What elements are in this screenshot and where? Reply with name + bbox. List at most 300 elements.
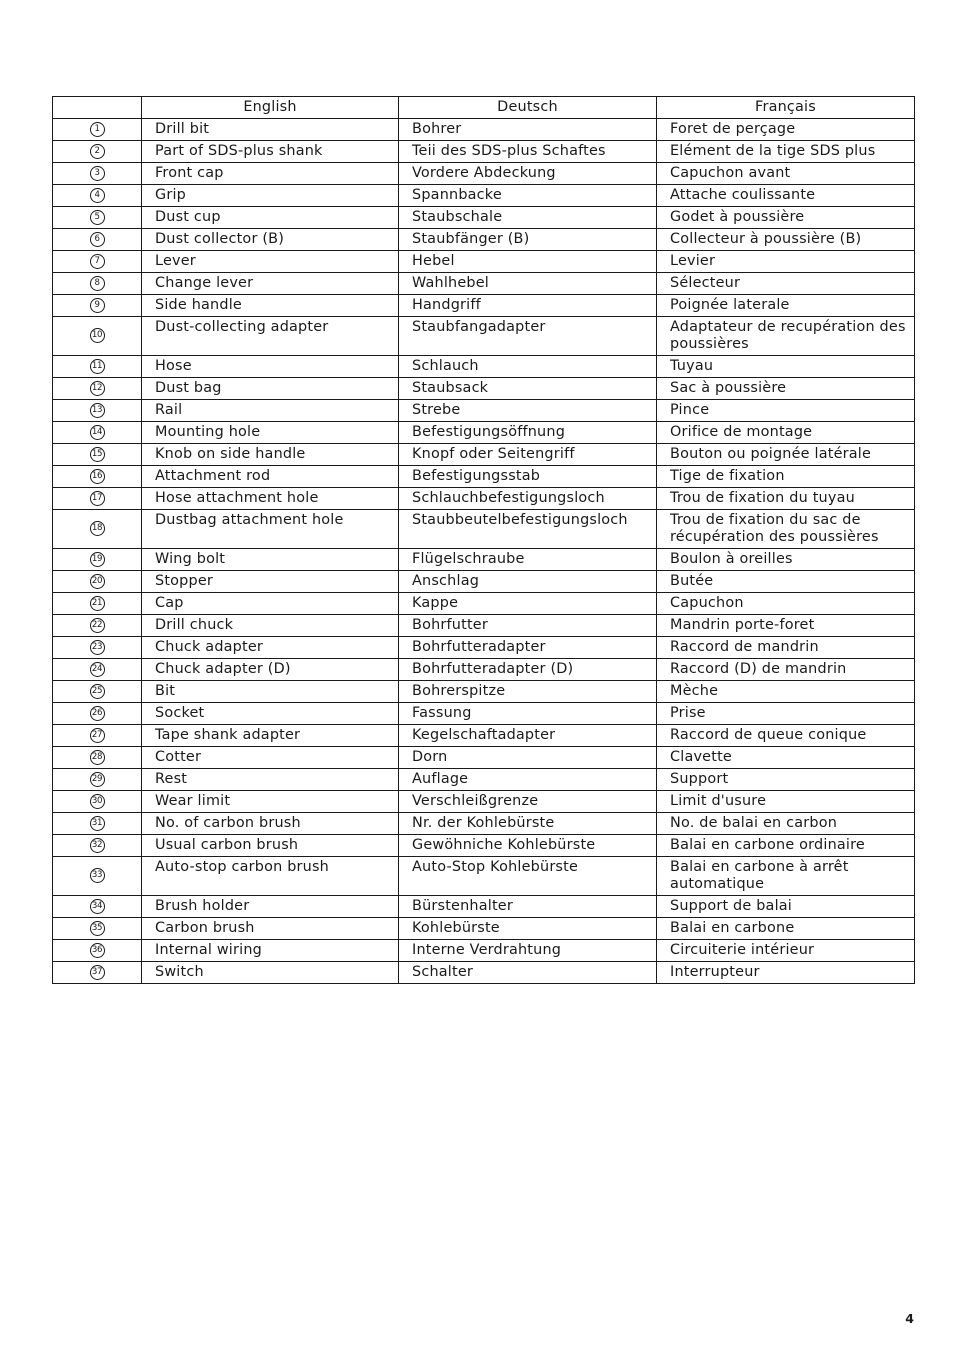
deutsch-term-cell	[399, 185, 657, 207]
table-row	[53, 119, 915, 141]
francais-term: Tige de fixation	[670, 468, 785, 484]
circled-number: 13	[90, 403, 105, 418]
francais-term-cell	[657, 378, 915, 400]
deutsch-term-cell	[399, 857, 657, 896]
francais-term: Boulon à oreilles	[670, 551, 793, 567]
circled-number: 25	[90, 684, 105, 699]
part-number-cell	[53, 791, 142, 813]
english-term-cell	[142, 422, 399, 444]
francais-term-cell	[657, 615, 915, 637]
table-row	[53, 747, 915, 769]
deutsch-term-cell	[399, 835, 657, 857]
header-row	[53, 97, 915, 119]
table-row	[53, 185, 915, 207]
deutsch-term: Staubfangadapter	[412, 319, 546, 335]
deutsch-term-cell	[399, 317, 657, 356]
deutsch-term: Verschleißgrenze	[412, 793, 539, 809]
francais-term: Clavette	[670, 749, 732, 765]
part-number-cell	[53, 659, 142, 681]
english-term: Change lever	[155, 275, 254, 291]
francais-term-cell	[657, 185, 915, 207]
part-number-cell	[53, 163, 142, 185]
english-term-cell	[142, 163, 399, 185]
deutsch-term-cell	[399, 444, 657, 466]
english-term-cell	[142, 295, 399, 317]
part-number-cell	[53, 378, 142, 400]
part-number-cell	[53, 317, 142, 356]
english-term: Brush holder	[155, 898, 250, 914]
francais-term: Support de balai	[670, 898, 792, 914]
table-row	[53, 229, 915, 251]
francais-term: Tuyau	[670, 358, 714, 374]
deutsch-term-cell	[399, 400, 657, 422]
deutsch-term-cell	[399, 703, 657, 725]
deutsch-term-cell	[399, 791, 657, 813]
page-number: 4	[905, 1311, 914, 1326]
header-english: English	[142, 97, 399, 119]
part-number-cell	[53, 918, 142, 940]
francais-term-cell	[657, 637, 915, 659]
francais-term: No. de balai en carbon	[670, 815, 838, 831]
deutsch-term-cell	[399, 119, 657, 141]
circled-number: 28	[90, 750, 105, 765]
francais-term-cell	[657, 356, 915, 378]
table-row	[53, 725, 915, 747]
francais-term-cell	[657, 163, 915, 185]
part-number-cell	[53, 835, 142, 857]
english-term: Carbon brush	[155, 920, 255, 936]
english-term-cell	[142, 747, 399, 769]
francais-term-cell	[657, 444, 915, 466]
part-number-cell	[53, 857, 142, 896]
francais-term: Trou de fixation du tuyau	[670, 490, 855, 506]
deutsch-term-cell	[399, 593, 657, 615]
francais-term-cell	[657, 207, 915, 229]
circled-number: 14	[90, 425, 105, 440]
circled-number: 6	[90, 232, 105, 247]
deutsch-term-cell	[399, 378, 657, 400]
deutsch-term-cell	[399, 940, 657, 962]
english-term: Drill chuck	[155, 617, 234, 633]
deutsch-term-cell	[399, 769, 657, 791]
circled-number: 9	[90, 298, 105, 313]
deutsch-term: Interne Verdrahtung	[412, 942, 562, 958]
part-number-cell	[53, 681, 142, 703]
francais-term: Elément de la tige SDS plus	[670, 143, 876, 159]
part-number-cell	[53, 510, 142, 549]
deutsch-term: Hebel	[412, 253, 455, 269]
english-term: Side handle	[155, 297, 242, 313]
english-term: Dustbag attachment hole	[155, 512, 344, 528]
francais-term: Orifice de montage	[670, 424, 813, 440]
table-row	[53, 681, 915, 703]
circled-number: 21	[90, 596, 105, 611]
circled-number: 22	[90, 618, 105, 633]
deutsch-term: Dorn	[412, 749, 448, 765]
header-francais: Français	[657, 97, 915, 119]
english-term: Stopper	[155, 573, 214, 589]
deutsch-term-cell	[399, 488, 657, 510]
english-term-cell	[142, 835, 399, 857]
english-term: Wear limit	[155, 793, 231, 809]
francais-term-cell	[657, 747, 915, 769]
english-term-cell	[142, 400, 399, 422]
table-row	[53, 593, 915, 615]
english-term: Dust-collecting adapter	[155, 319, 329, 335]
circled-number: 36	[90, 943, 105, 958]
part-number-cell	[53, 940, 142, 962]
part-number-cell	[53, 356, 142, 378]
francais-term-cell	[657, 835, 915, 857]
table-row	[53, 791, 915, 813]
english-term-cell	[142, 549, 399, 571]
francais-term-cell	[657, 510, 915, 549]
deutsch-term: Gewöhniche Kohlebürste	[412, 837, 596, 853]
francais-term: Collecteur à poussière (B)	[670, 231, 862, 247]
francais-term-cell	[657, 295, 915, 317]
english-term-cell	[142, 857, 399, 896]
english-term: Internal wiring	[155, 942, 262, 958]
english-term: Chuck adapter (D)	[155, 661, 291, 677]
part-number-cell	[53, 747, 142, 769]
deutsch-term: Kegelschaftadapter	[412, 727, 556, 743]
francais-term-cell	[657, 703, 915, 725]
part-number-cell	[53, 141, 142, 163]
english-term: Hose	[155, 358, 192, 374]
english-term: Chuck adapter	[155, 639, 264, 655]
deutsch-term: Staubfänger (B)	[412, 231, 530, 247]
english-term: Tape shank adapter	[155, 727, 301, 743]
deutsch-term-cell	[399, 466, 657, 488]
francais-term-cell	[657, 769, 915, 791]
part-number-cell	[53, 637, 142, 659]
francais-term: Bouton ou poignée latérale	[670, 446, 872, 462]
table-row	[53, 896, 915, 918]
part-number-cell	[53, 769, 142, 791]
table-row	[53, 813, 915, 835]
deutsch-term-cell	[399, 510, 657, 549]
part-number-cell	[53, 185, 142, 207]
table-row	[53, 295, 915, 317]
english-term-cell	[142, 769, 399, 791]
deutsch-term: Wahlhebel	[412, 275, 490, 291]
deutsch-term-cell	[399, 141, 657, 163]
deutsch-term: Schlauch	[412, 358, 479, 374]
part-number-cell	[53, 400, 142, 422]
english-term-cell	[142, 207, 399, 229]
circled-number: 12	[90, 381, 105, 396]
francais-term-cell	[657, 813, 915, 835]
english-term-cell	[142, 510, 399, 549]
circled-number: 23	[90, 640, 105, 655]
circled-number: 37	[90, 965, 105, 980]
circled-number: 4	[90, 188, 105, 203]
table-header	[53, 97, 915, 119]
francais-term-cell	[657, 251, 915, 273]
francais-term-cell	[657, 659, 915, 681]
francais-term-cell	[657, 791, 915, 813]
english-term-cell	[142, 185, 399, 207]
circled-number: 8	[90, 276, 105, 291]
english-term: Dust cup	[155, 209, 221, 225]
part-number-cell	[53, 593, 142, 615]
deutsch-term-cell	[399, 207, 657, 229]
table-row	[53, 549, 915, 571]
table-row	[53, 703, 915, 725]
circled-number: 11	[90, 359, 105, 374]
table-row	[53, 444, 915, 466]
francais-term-cell	[657, 940, 915, 962]
table-row	[53, 400, 915, 422]
deutsch-term: Vordere Abdeckung	[412, 165, 556, 181]
part-number-cell	[53, 273, 142, 295]
francais-term-cell	[657, 273, 915, 295]
francais-term: Capuchon avant	[670, 165, 791, 181]
francais-term: Limit d'usure	[670, 793, 767, 809]
header-deutsch: Deutsch	[399, 97, 657, 119]
english-term-cell	[142, 444, 399, 466]
circled-number: 2	[90, 144, 105, 159]
table-row	[53, 317, 915, 356]
circled-number: 7	[90, 254, 105, 269]
circled-number: 24	[90, 662, 105, 677]
francais-term: Capuchon	[670, 595, 744, 611]
table-row	[53, 163, 915, 185]
table-row	[53, 510, 915, 549]
part-number-cell	[53, 571, 142, 593]
english-term-cell	[142, 378, 399, 400]
part-number-cell	[53, 444, 142, 466]
english-term-cell	[142, 571, 399, 593]
deutsch-term: Nr. der Kohlebürste	[412, 815, 555, 831]
deutsch-term-cell	[399, 615, 657, 637]
francais-term: Sélecteur	[670, 275, 741, 291]
table-row	[53, 488, 915, 510]
english-term-cell	[142, 637, 399, 659]
circled-number: 34	[90, 899, 105, 914]
francais-term: Adaptateur de recupération des poussières	[670, 319, 906, 352]
deutsch-term: Schlauchbefestigungsloch	[412, 490, 605, 506]
table-row	[53, 940, 915, 962]
circled-number: 15	[90, 447, 105, 462]
deutsch-term-cell	[399, 896, 657, 918]
english-term-cell	[142, 317, 399, 356]
circled-number: 3	[90, 166, 105, 181]
part-number-cell	[53, 422, 142, 444]
francais-term: Butée	[670, 573, 714, 589]
english-term: Knob on side handle	[155, 446, 306, 462]
part-number-cell	[53, 251, 142, 273]
francais-term: Raccord (D) de mandrin	[670, 661, 847, 677]
circled-number: 10	[90, 328, 105, 343]
english-term-cell	[142, 681, 399, 703]
deutsch-term: Staubsack	[412, 380, 489, 396]
deutsch-term: Knopf oder Seitengriff	[412, 446, 575, 462]
francais-term-cell	[657, 857, 915, 896]
francais-term: Balai en carbone à arrêt automatique	[670, 859, 849, 892]
deutsch-term: Bohrfutteradapter (D)	[412, 661, 574, 677]
english-term: Lever	[155, 253, 196, 269]
francais-term: Interrupteur	[670, 964, 760, 980]
francais-term: Raccord de queue conique	[670, 727, 867, 743]
francais-term: Godet à poussière	[670, 209, 805, 225]
deutsch-term-cell	[399, 422, 657, 444]
francais-term: Mandrin porte-foret	[670, 617, 815, 633]
table-row	[53, 962, 915, 984]
deutsch-term-cell	[399, 747, 657, 769]
deutsch-term: Strebe	[412, 402, 461, 418]
francais-term: Attache coulissante	[670, 187, 816, 203]
francais-term-cell	[657, 725, 915, 747]
english-term-cell	[142, 918, 399, 940]
english-term: Dust collector (B)	[155, 231, 285, 247]
francais-term: Levier	[670, 253, 716, 269]
english-term-cell	[142, 229, 399, 251]
english-term-cell	[142, 791, 399, 813]
english-term-cell	[142, 356, 399, 378]
english-term: Auto-stop carbon brush	[155, 859, 329, 875]
table-row	[53, 356, 915, 378]
part-number-cell	[53, 229, 142, 251]
francais-term: Balai en carbone	[670, 920, 795, 936]
francais-term-cell	[657, 400, 915, 422]
francais-term: Prise	[670, 705, 706, 721]
english-term: No. of carbon brush	[155, 815, 301, 831]
part-number-cell	[53, 207, 142, 229]
table-row	[53, 251, 915, 273]
english-term: Switch	[155, 964, 204, 980]
circled-number: 16	[90, 469, 105, 484]
english-term-cell	[142, 119, 399, 141]
francais-term-cell	[657, 488, 915, 510]
english-term: Rail	[155, 402, 183, 418]
francais-term: Foret de perçage	[670, 121, 796, 137]
english-term: Usual carbon brush	[155, 837, 299, 853]
deutsch-term: Schalter	[412, 964, 473, 980]
part-number-cell	[53, 703, 142, 725]
english-term-cell	[142, 466, 399, 488]
francais-term-cell	[657, 549, 915, 571]
table-row	[53, 835, 915, 857]
table-body	[53, 119, 915, 984]
francais-term-cell	[657, 119, 915, 141]
francais-term-cell	[657, 466, 915, 488]
table-row	[53, 857, 915, 896]
francais-term-cell	[657, 141, 915, 163]
part-number-cell	[53, 549, 142, 571]
part-number-cell	[53, 725, 142, 747]
table-row	[53, 422, 915, 444]
deutsch-term-cell	[399, 813, 657, 835]
deutsch-term-cell	[399, 725, 657, 747]
english-term-cell	[142, 273, 399, 295]
circled-number: 17	[90, 491, 105, 506]
deutsch-term-cell	[399, 229, 657, 251]
table-row	[53, 637, 915, 659]
deutsch-term-cell	[399, 251, 657, 273]
deutsch-term: Teii des SDS-plus Schaftes	[412, 143, 606, 159]
part-number-cell	[53, 466, 142, 488]
francais-term: Balai en carbone ordinaire	[670, 837, 865, 853]
deutsch-term: Befestigungsöffnung	[412, 424, 566, 440]
english-term: Front cap	[155, 165, 224, 181]
deutsch-term-cell	[399, 549, 657, 571]
deutsch-term: Auto-Stop Kohlebürste	[412, 859, 579, 875]
part-number-cell	[53, 295, 142, 317]
francais-term: Poignée laterale	[670, 297, 790, 313]
deutsch-term: Bohrfutteradapter	[412, 639, 546, 655]
english-term-cell	[142, 251, 399, 273]
table-row	[53, 141, 915, 163]
francais-term-cell	[657, 422, 915, 444]
francais-term-cell	[657, 571, 915, 593]
deutsch-term-cell	[399, 273, 657, 295]
deutsch-term: Bürstenhalter	[412, 898, 513, 914]
english-term: Bit	[155, 683, 176, 699]
francais-term-cell	[657, 681, 915, 703]
english-term: Mounting hole	[155, 424, 261, 440]
francais-term: Support	[670, 771, 729, 787]
english-term-cell	[142, 659, 399, 681]
deutsch-term: Fassung	[412, 705, 472, 721]
circled-number: 18	[90, 521, 105, 536]
deutsch-term: Bohrfutter	[412, 617, 488, 633]
english-term-cell	[142, 896, 399, 918]
deutsch-term-cell	[399, 659, 657, 681]
english-term-cell	[142, 962, 399, 984]
deutsch-term: Kappe	[412, 595, 459, 611]
part-number-cell	[53, 119, 142, 141]
header-number	[53, 97, 142, 119]
part-number-cell	[53, 488, 142, 510]
deutsch-term-cell	[399, 356, 657, 378]
circled-number: 19	[90, 552, 105, 567]
english-term: Part of SDS-plus shank	[155, 143, 323, 159]
part-number-cell	[53, 896, 142, 918]
english-term-cell	[142, 703, 399, 725]
francais-term-cell	[657, 317, 915, 356]
english-term-cell	[142, 141, 399, 163]
table-row	[53, 571, 915, 593]
parts-table	[52, 96, 915, 984]
deutsch-term: Spannbacke	[412, 187, 502, 203]
table-row	[53, 615, 915, 637]
table-row	[53, 918, 915, 940]
part-number-cell	[53, 615, 142, 637]
english-term: Grip	[155, 187, 187, 203]
deutsch-term: Bohrer	[412, 121, 462, 137]
deutsch-term: Kohlebürste	[412, 920, 500, 936]
part-number-cell	[53, 813, 142, 835]
english-term: Dust bag	[155, 380, 222, 396]
deutsch-term: Staubschale	[412, 209, 503, 225]
francais-term-cell	[657, 918, 915, 940]
deutsch-term-cell	[399, 571, 657, 593]
francais-term-cell	[657, 962, 915, 984]
circled-number: 33	[90, 868, 105, 883]
english-term-cell	[142, 615, 399, 637]
francais-term: Sac à poussière	[670, 380, 787, 396]
deutsch-term-cell	[399, 918, 657, 940]
circled-number: 31	[90, 816, 105, 831]
table-row	[53, 207, 915, 229]
circled-number: 1	[90, 122, 105, 137]
deutsch-term-cell	[399, 962, 657, 984]
table-row	[53, 273, 915, 295]
deutsch-term: Handgriff	[412, 297, 481, 313]
english-term: Socket	[155, 705, 205, 721]
deutsch-term: Anschlag	[412, 573, 480, 589]
